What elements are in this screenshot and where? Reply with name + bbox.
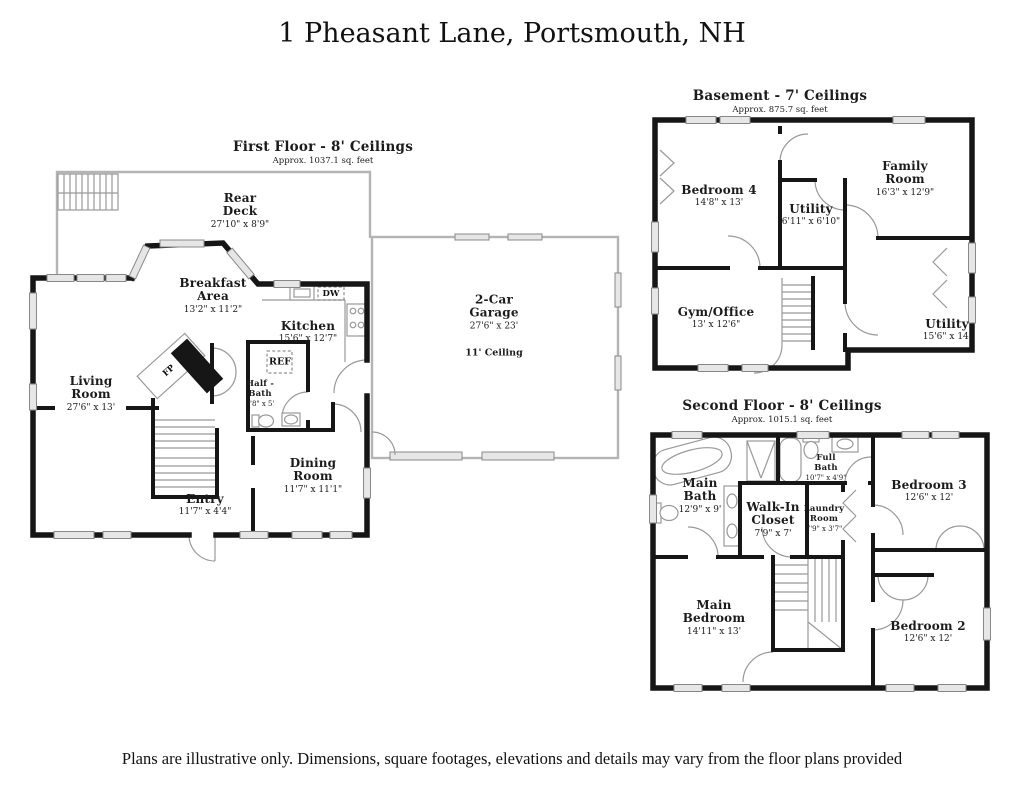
room-label-living-room: Living Room 27'6" x 13' xyxy=(66,374,116,413)
room-label-utility-large: Utility 15'6" x 14' xyxy=(922,316,972,343)
garage-ceiling-note: 11' Ceiling xyxy=(465,347,523,359)
room-label-kitchen: Kitchen 15'6" x 12'7" xyxy=(278,318,338,345)
room-label-bedroom2: Bedroom 2 12'6" x 12' xyxy=(890,618,966,645)
room-label-breakfast-area: Breakfast Area 13'2" x 11'2" xyxy=(179,276,247,315)
stove xyxy=(347,304,367,336)
page-title: 1 Pheasant Lane, Portsmouth, NH xyxy=(278,18,746,49)
main-bath-shower xyxy=(747,441,775,481)
full-bath-tub xyxy=(780,438,801,482)
first-floor-plan xyxy=(30,172,622,561)
second-floor-title: Second Floor - 8' Ceilings xyxy=(682,398,882,414)
second-floor-subtitle: Approx. 1015.1 sq. feet xyxy=(731,415,833,425)
first-floor-header xyxy=(233,139,413,166)
basement-subtitle: Approx. 875.7 sq. feet xyxy=(732,105,828,115)
second-floor-header xyxy=(682,398,881,425)
room-label-rear-deck: Rear Deck 27'10" x 8'9" xyxy=(210,191,270,230)
first-floor-subtitle: Approx. 1037.1 sq. feet xyxy=(272,156,374,166)
room-label-entry: Entry 11'7" x 4'4" xyxy=(178,491,232,518)
room-label-family-room: Family Room 16'3" x 12'9" xyxy=(875,159,935,198)
room-label-bedroom3: Bedroom 3 12'6" x 12' xyxy=(891,477,967,504)
room-label-main-bedroom: Main Bedroom 14'11" x 13' xyxy=(682,598,746,637)
room-label-laundry: Laundry Room 7'9" x 3'7" xyxy=(803,503,845,534)
basement-title: Basement - 7' Ceilings xyxy=(692,88,868,104)
room-label-dining-room: Dining Room 11'7" x 11'1" xyxy=(283,456,343,495)
room-label-gym-office: Gym/Office 13' x 12'6" xyxy=(677,304,755,331)
basement-header xyxy=(693,88,867,115)
room-label-utility-small: Utility 6'11" x 6'10" xyxy=(781,201,841,228)
room-label-walk-in-closet: Walk-In Closet 7'9" x 7' xyxy=(746,500,800,539)
garage-door-left xyxy=(390,452,462,460)
room-label-half-bath: Half - Bath 5'8" x 5' xyxy=(245,378,275,409)
room-label-bedroom4: Bedroom 4 14'8" x 13' xyxy=(681,182,757,209)
fireplace-label: FP xyxy=(161,363,177,379)
first-floor-title: First Floor - 8' Ceilings xyxy=(233,139,413,155)
room-label-garage: 2-Car Garage 27'6" x 23' 11' Ceiling xyxy=(465,292,523,359)
garage-door-right xyxy=(482,452,554,460)
dishwasher-label: DW xyxy=(322,288,340,299)
disclaimer: Plans are illustrative only. Dimensions, square footages, elevations and details may vary from the floor plans provided xyxy=(121,749,903,768)
room-label-full-bath: Full Bath 10'7" x 4'9" xyxy=(805,452,847,483)
refrigerator-label: REF xyxy=(269,356,291,368)
room-label-main-bath: Main Bath 12'9" x 9' xyxy=(678,476,722,515)
